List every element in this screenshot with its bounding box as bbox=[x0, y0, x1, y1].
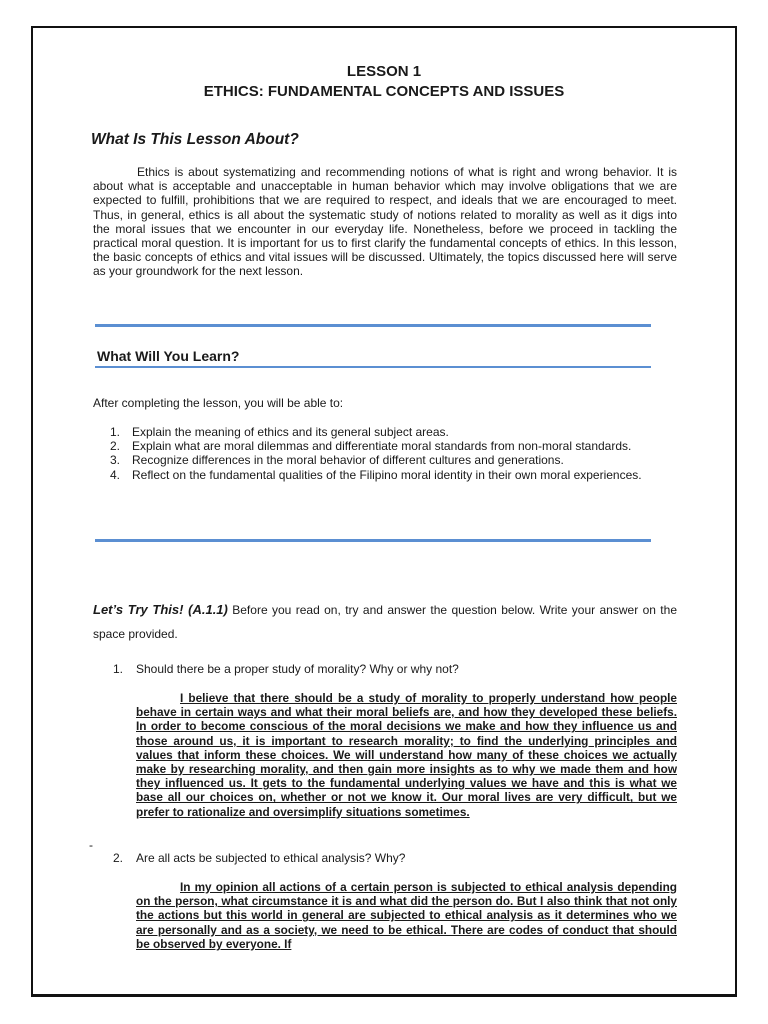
answer-2 bbox=[136, 880, 677, 951]
question-text: Should there be a proper study of morality? Why or why not? bbox=[136, 662, 459, 676]
question-number: 2. bbox=[113, 851, 124, 865]
list-item bbox=[93, 425, 677, 439]
list-item bbox=[93, 439, 677, 453]
activity-instruction: Before you read on, try and answer the question below. Write your answer on the space provided. bbox=[93, 603, 677, 641]
list-item-text: Explain the meaning of ethics and its general subject areas. bbox=[132, 425, 449, 439]
list-item-number: 2. bbox=[110, 439, 121, 454]
learn-heading: What Will You Learn? bbox=[97, 348, 240, 364]
activity-instruction-paragraph bbox=[93, 598, 677, 646]
list-item-number: 4. bbox=[110, 467, 121, 482]
answer-1 bbox=[136, 691, 677, 819]
answer-text: I believe that there should be a study of morality to properly understand how people behave in certain ways and what their moral beliefs are, and how they developed these beliefs. In order to become conscious of the moral decisions we make and how they influence us and those around us, it is important to research morality; to find the underlying principles and values that inform these choices. We will understand how many of these choices we actually make by researching morality, and then gain more insights as to why we made them and how they influenced us. It gets to the fundamental underlying values we have and this is what we base all our choices on, whether or not we know it. Our moral lives are very difficult, but we prefer to rationalize and oversimplify situations sometimes. bbox=[136, 691, 677, 819]
divider-rule bbox=[95, 324, 651, 327]
list-item-number: 3. bbox=[110, 453, 121, 468]
list-item-number: 1. bbox=[110, 425, 121, 439]
list-item bbox=[93, 453, 677, 467]
list-item-text: Explain what are moral dilemmas and differentiate moral standards from non-moral standards. bbox=[132, 439, 632, 454]
lesson-number: LESSON 1 bbox=[346, 63, 422, 80]
stray-mark: - bbox=[89, 838, 93, 852]
divider-rule bbox=[95, 539, 651, 542]
question-2 bbox=[113, 851, 405, 865]
list-item-text: Reflect on the fundamental qualities of the Filipino moral identity in their own moral experiences. bbox=[132, 467, 642, 482]
about-paragraph bbox=[93, 165, 677, 279]
question-text: Are all acts be subjected to ethical analysis? Why? bbox=[136, 851, 406, 865]
answer-text: In my opinion all actions of a certain person is subjected to ethical analysis depending on the person, what circumstance it is and what did the person do. But I also think that not only the actions but this world in general are subjected to ethical analysis as it determines who we are personally and as a society, we need to be ethical. There are codes of conduct that should be observed by everyone. If bbox=[136, 880, 677, 951]
objectives-list bbox=[93, 425, 677, 482]
list-item bbox=[93, 468, 677, 482]
list-item-text: Recognize differences in the moral behavior of different cultures and generations. bbox=[132, 453, 564, 468]
question-1 bbox=[113, 662, 459, 676]
heading-underline-rule bbox=[95, 366, 651, 368]
question-number: 1. bbox=[113, 662, 124, 676]
learn-intro: After completing the lesson, you will be able to: bbox=[93, 396, 344, 410]
about-body: Ethics is about systematizing and recommending notions of what is right and wrong behavior. It is about what is acceptable and unacceptable in human behavior which may involve obligations that we are expected to fulfill, prohibitions that we are required to respect, and ideals that we are encouraged to meet. Thus, in general, ethics is all about the systematic study of notions related to morality as well as it digs into the moral issues that we encounter in our everyday life. Nonetheless, before we proceed in tackling the practical moral question. It is important for us to first clarify the fundamental concepts of ethics. In this lesson, the basic concepts of ethics and vital issues will be discussed. Ultimately, the topics discussed here will serve as your groundwork for the next lesson. bbox=[93, 165, 677, 279]
activity-label: Let’s Try This! (A.1.1) bbox=[93, 602, 228, 617]
about-heading: What Is This Lesson About? bbox=[91, 131, 299, 148]
lesson-title: ETHICS: FUNDAMENTAL CONCEPTS AND ISSUES bbox=[203, 83, 565, 100]
